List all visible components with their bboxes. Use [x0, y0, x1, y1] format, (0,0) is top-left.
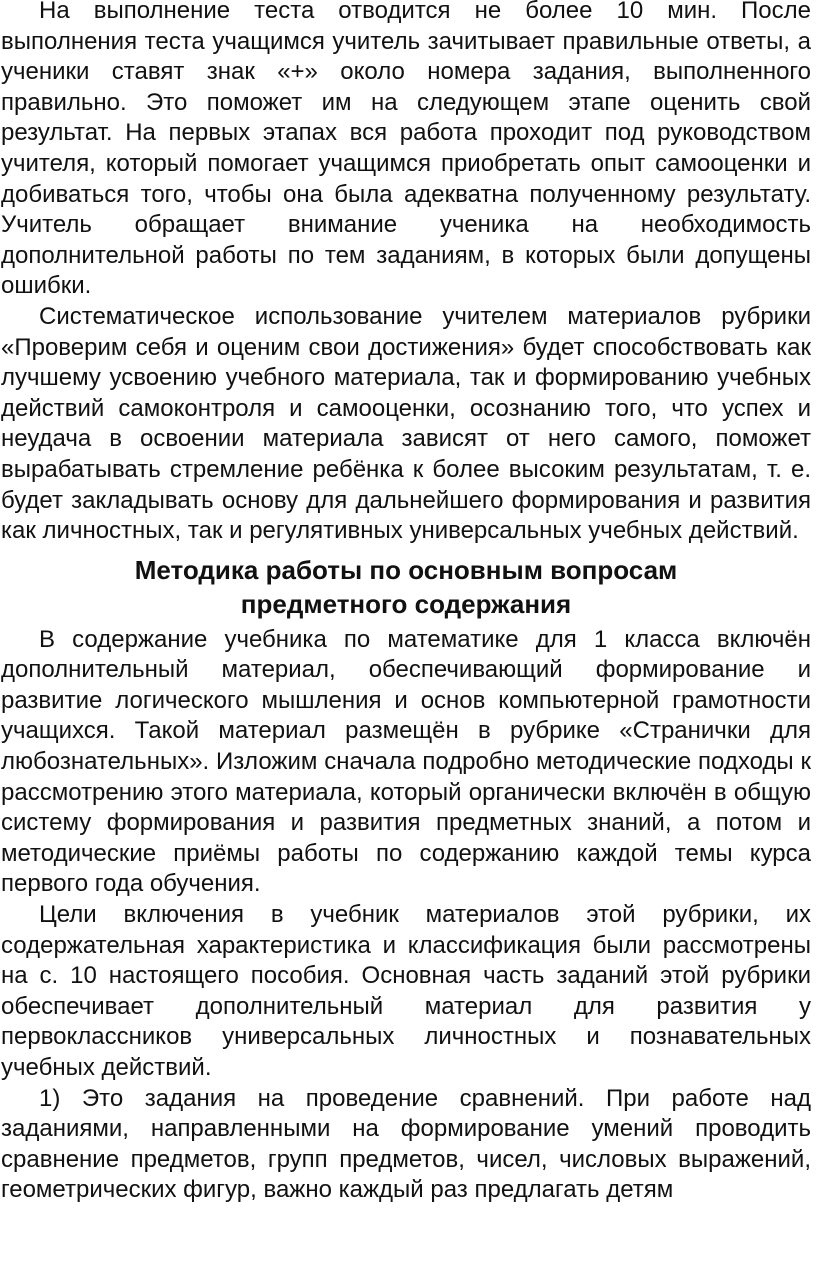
section-heading-line-1: Методика работы по основным вопросам: [134, 554, 678, 585]
paragraph-rubric-goals: Цели включения в учебник материалов этой рубрики, их содержательная характеристика и классификация были рассмотрены на с. 10 настоящего пособия. Основная часть заданий этой рубрики обеспечивает дополнительный материал для развития у первоклассников универсальных личностных и познавательных учебных действий.: [1, 901, 811, 1081]
section-heading-line-2: предметного содержания: [240, 588, 572, 619]
paragraph-test-time: На выполнение теста отводится не более 10 мин. После выполнения теста учащимся учитель зачитывает правильные ответы, а ученики ставят знак «+» около номера задания, выполненного правильно. Это поможет им на следующем этапе оценить свой результат. На первых этапах вся работа проходит под руководством учителя, который помогает учащимся приобретать опыт самооценки и добиваться того, чтобы она была адекватна полученному результату. Учитель обращает внимание ученика на необходимость дополнительной работы по тем заданиям, в которых были допущены ошибки.: [1, 0, 811, 300]
section-heading: [1, 553, 811, 621]
paragraph-textbook-content: В содержание учебника по математике для 1 класса включён дополнительный материал, обеспечивающий формирование и развитие логического мышления и основ компьютерной грамотности учащихся. Такой материал размещён в рубрике «Странички для любознательных». Изложим сначала подробно методические подходы к рассмотрению этого материала, который органически включён в общую систему формирования и развития предметных знаний, а потом и методические приёмы работы по содержанию каждой темы курса первого года обучения.: [1, 625, 811, 898]
paragraph-comparison-tasks: 1) Это задания на проведение сравнений. При работе над заданиями, направленными на формирование умений проводить сравнение предметов, групп предметов, чисел, числовых выражений, геометрических фигур, важно каждый раз предлагать детям: [1, 1084, 811, 1204]
paragraph-systematic-use: Систематическое использование учителем материалов рубрики «Проверим себя и оценим свои достижения» будет способствовать как лучшему усвоению учебного материала, так и формированию учебных действий самоконтроля и самооценки, осознанию того, что успех и неудача в освоении материала зависят от него самого, поможет вырабатывать стремление ребёнка к более высоким результатам, т. е. будет закладывать основу для дальнейшего формирования и развития как личностных, так и регулятивных универсальных учебных действий.: [1, 302, 811, 545]
